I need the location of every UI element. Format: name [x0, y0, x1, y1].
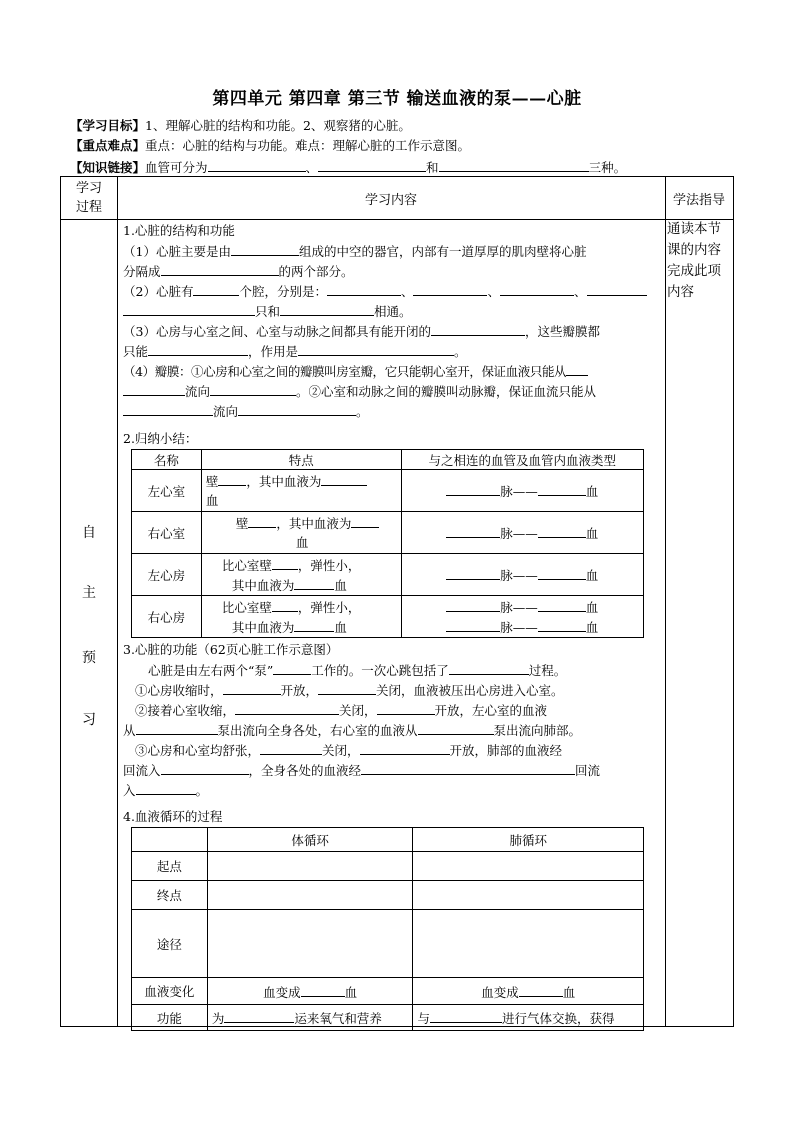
blank[interactable] [377, 700, 435, 715]
blank[interactable] [136, 720, 218, 735]
knowledge-link [70, 157, 626, 177]
side-char: 预 [82, 650, 96, 666]
blank[interactable] [538, 565, 586, 580]
text: 脉—— [500, 619, 538, 635]
text: 脉—— [500, 526, 538, 541]
text: 。 [356, 404, 369, 419]
empty-cell [132, 828, 208, 852]
section-title: 3.心脏的功能（62页心脏工作示意图） [123, 642, 339, 657]
table-row [132, 978, 644, 1005]
text: 血 [205, 493, 219, 508]
table-row [132, 596, 644, 638]
text: 血 [334, 619, 347, 635]
header-divider [61, 219, 733, 220]
answer-cell[interactable] [207, 881, 413, 910]
blank[interactable] [327, 281, 401, 296]
row-name: 血液变化 [132, 978, 208, 1005]
row-name: 功能 [132, 1005, 208, 1031]
text: ，其中血液为 [246, 474, 322, 489]
blank[interactable] [238, 401, 356, 416]
header-process [61, 179, 117, 217]
section-title: 1.心脏的结构和功能 [123, 223, 235, 238]
link-text: 和 [426, 160, 439, 175]
text: 开放，肺部的血液经 [449, 743, 563, 758]
text: 组成的中空的器官，内部有一道厚厚的肌肉壁将心脏 [298, 244, 587, 259]
blank[interactable] [519, 982, 563, 997]
blank[interactable] [446, 565, 500, 580]
text: 脉—— [500, 599, 538, 615]
text: 开放，左心室的血液 [434, 703, 548, 718]
blank[interactable] [208, 157, 306, 172]
section-circulation-title: 4.血液循环的过程 [123, 809, 223, 824]
text: 其中血液为 [231, 619, 295, 635]
text: ②接着心室收缩， [135, 703, 236, 718]
guide-line: 通读本节 [667, 221, 721, 237]
text: 、 [400, 284, 414, 299]
text: 其中血液为 [231, 577, 295, 593]
text: 只能 [123, 344, 149, 359]
text: （4）瓣膜：①心房和心室之间的瓣膜叫房室瓣，它只能朝心室开，保证血液只能从 [123, 364, 567, 379]
blank[interactable] [449, 660, 529, 675]
text: 、 [487, 284, 500, 299]
text: ①心房收缩时， [135, 683, 223, 698]
header-content: 学习内容 [364, 193, 417, 208]
text: 分隔成 [123, 264, 161, 279]
study-guide [667, 219, 731, 303]
text: ，作用是 [248, 344, 299, 359]
text: 比心室壁 [221, 599, 272, 615]
text: 。②心室和动脉之间的瓣膜叫动脉瓣，保证血流只能从 [296, 384, 597, 399]
side-char: 自 [82, 525, 96, 541]
blank[interactable] [235, 700, 339, 715]
blank[interactable] [566, 361, 588, 376]
text: 回流入 [123, 763, 161, 778]
text: 壁 [235, 516, 249, 531]
blank[interactable] [273, 660, 311, 675]
text: 血 [585, 484, 599, 499]
text: 。 [195, 783, 209, 798]
link-text: 三种。 [588, 160, 627, 175]
link-text: 、 [305, 160, 319, 175]
text: 血 [334, 577, 347, 593]
text: 血 [585, 568, 599, 583]
blank[interactable] [587, 281, 647, 296]
text: 泵出流向全身各处，右心室的血液从 [217, 723, 418, 738]
header-process-line: 过程 [75, 200, 102, 215]
table-row [132, 852, 644, 881]
section-heart-function [123, 640, 668, 800]
guide-line: 完成此项 [667, 263, 721, 279]
link-label: 【知识链接】 [70, 160, 146, 175]
goal-text: 1、理解心脏的结构和功能。2、观察猪的心脏。 [145, 118, 411, 133]
key-text: 重点：心脏的结构与功能。难点：理解心脏的工作示意图。 [145, 138, 471, 153]
blank[interactable] [446, 597, 500, 612]
table-row [132, 554, 644, 596]
blank[interactable] [318, 680, 376, 695]
row-name: 途径 [132, 910, 208, 978]
blank[interactable] [538, 523, 586, 538]
header-guide: 学法指导 [672, 193, 725, 208]
text: ，全身各处的血液经 [248, 763, 362, 778]
blank[interactable] [351, 513, 379, 528]
key-label: 【重点难点】 [70, 138, 146, 153]
blank[interactable] [500, 281, 574, 296]
text: 开放， [280, 683, 319, 698]
text: 比心室壁 [221, 557, 272, 573]
blank[interactable] [446, 481, 500, 496]
blank[interactable] [231, 241, 299, 256]
blank[interactable] [538, 597, 586, 612]
table-row [132, 470, 644, 512]
blank[interactable] [431, 321, 525, 336]
learning-goal [70, 117, 411, 135]
text: 个腔，分别是： [239, 284, 327, 299]
blank[interactable] [301, 982, 345, 997]
key-points [70, 137, 470, 155]
text: 血 [585, 526, 599, 541]
text: 血 [295, 535, 309, 550]
side-char: 主 [82, 585, 96, 601]
blank[interactable] [123, 381, 185, 396]
blank[interactable] [123, 301, 255, 316]
text: 进行气体交换，获得 [501, 1011, 615, 1026]
text: 关闭，血液被压出心房进入心室。 [376, 683, 564, 698]
text: 、 [574, 284, 587, 299]
page-title: 第四单元 第四章 第三节 输送血液的泵——心脏 [212, 89, 582, 109]
answer-cell[interactable] [413, 852, 644, 881]
answer-cell[interactable] [207, 852, 413, 881]
guide-line: 内容 [667, 284, 694, 300]
blank[interactable] [318, 157, 426, 172]
blank[interactable] [360, 740, 450, 755]
table-row [132, 1005, 644, 1031]
col-header: 体循环 [207, 828, 413, 852]
row-name: 右心房 [132, 596, 202, 638]
blank[interactable] [272, 597, 298, 612]
blank[interactable] [446, 617, 500, 632]
text: 壁 [205, 474, 219, 489]
text: 相通。 [374, 304, 412, 319]
blank[interactable] [294, 617, 334, 632]
section-summary-title: 2.归纳小结： [123, 431, 198, 446]
row-name: 右心室 [132, 512, 202, 554]
text: 关闭， [322, 743, 360, 758]
answer-cell[interactable] [413, 881, 644, 910]
text: 血 [562, 984, 576, 1000]
col-header: 特点 [201, 450, 401, 470]
blank[interactable] [224, 1008, 294, 1023]
col-header: 与之相连的血管及血管内血液类型 [401, 450, 643, 470]
blank[interactable] [161, 261, 279, 276]
text: 脉—— [500, 568, 538, 583]
section-heart-structure [123, 221, 668, 421]
blank[interactable] [430, 1008, 502, 1023]
text: 流向 [185, 384, 211, 399]
text: 关闭， [339, 703, 377, 718]
text: 运来氧气和营养 [294, 1011, 382, 1026]
text: 的两个部分。 [278, 264, 354, 279]
answer-cell[interactable] [413, 910, 644, 978]
blank[interactable] [418, 720, 494, 735]
blank[interactable] [218, 471, 246, 486]
blank[interactable] [248, 513, 276, 528]
text: （3）心房与心室之间、心室与动脉之间都具有能开闭的 [123, 324, 431, 339]
text: ，弹性小， [297, 557, 361, 573]
blank[interactable] [538, 617, 586, 632]
text: 过程。 [528, 663, 567, 678]
blank[interactable] [210, 381, 296, 396]
text: 脉—— [500, 484, 538, 499]
text: 入 [123, 783, 136, 798]
blank[interactable] [361, 760, 575, 775]
col-header: 肺循环 [413, 828, 644, 852]
blank[interactable] [161, 760, 249, 775]
text: ，弹性小， [297, 599, 361, 615]
blank[interactable] [123, 401, 213, 416]
col-header: 名称 [132, 450, 202, 470]
blank[interactable] [272, 555, 298, 570]
text: ，其中血液为 [276, 516, 352, 531]
text: ，这些瓣膜都 [524, 324, 600, 339]
blank[interactable] [439, 157, 589, 172]
text: 为 [211, 1011, 225, 1026]
text: 心脏是由左右两个“泵” [148, 663, 274, 678]
text: 血 [344, 984, 358, 1000]
blank[interactable] [321, 471, 367, 486]
text: 工作的。一次心跳包括了 [311, 663, 449, 678]
row-name: 终点 [132, 881, 208, 910]
blank[interactable] [280, 301, 374, 316]
blank[interactable] [446, 523, 500, 538]
table-row [132, 881, 644, 910]
text: 血变成 [263, 984, 301, 1000]
blank[interactable] [223, 680, 281, 695]
worksheet-table [60, 176, 734, 1027]
text: 血 [585, 599, 599, 615]
text: 。 [454, 344, 467, 359]
blank[interactable] [193, 281, 239, 296]
text: （1）心脏主要是由 [123, 244, 231, 259]
row-name: 左心室 [132, 470, 202, 512]
summary-table [131, 449, 644, 638]
text: 血 [585, 619, 599, 635]
table-row [132, 910, 644, 978]
text: 回流 [575, 763, 601, 778]
text: 泵出流向肺部。 [493, 723, 582, 738]
row-name: 左心房 [132, 554, 202, 596]
blank[interactable] [260, 740, 322, 755]
column-divider [117, 177, 118, 1026]
text: ③心房和心室均舒张， [135, 743, 261, 758]
blank[interactable] [136, 780, 196, 795]
blank[interactable] [148, 341, 248, 356]
side-char: 习 [82, 712, 96, 728]
text: 血变成 [481, 984, 519, 1000]
circulation-table [131, 827, 644, 1031]
blank[interactable] [294, 575, 334, 590]
text: （2）心脏有 [123, 284, 194, 299]
link-text: 血管可分为 [145, 160, 208, 175]
guide-line: 课的内容 [667, 242, 721, 258]
goal-label: 【学习目标】 [70, 118, 146, 133]
row-name: 起点 [132, 852, 208, 881]
answer-cell[interactable] [207, 910, 413, 978]
blank[interactable] [413, 281, 487, 296]
blank[interactable] [298, 341, 454, 356]
table-row [132, 512, 644, 554]
text: 只和 [255, 304, 281, 319]
blank[interactable] [538, 481, 586, 496]
text: 从 [123, 723, 136, 738]
header-process-line: 学习 [75, 181, 102, 196]
text: 与 [417, 1011, 430, 1026]
text: 流向 [213, 404, 239, 419]
